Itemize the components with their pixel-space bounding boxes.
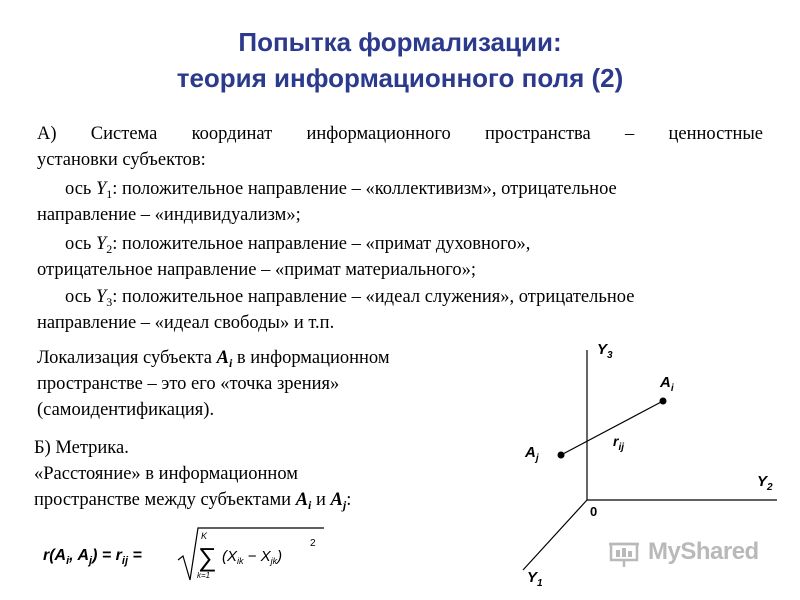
axis-y1-sub: 1 — [106, 187, 113, 201]
axis-y2-line — [65, 232, 530, 261]
axis-y3-sub: 3 — [106, 295, 113, 309]
localization-line2: пространстве – это его «точка зрения» — [37, 374, 340, 394]
section-b-ai-sub: i — [308, 498, 312, 512]
watermark-text: MyShared — [648, 538, 759, 565]
sum-lower-limit: k=1 — [197, 571, 211, 580]
label-y1: $Y_1$ — [527, 569, 543, 589]
point-ai — [660, 398, 667, 405]
axis-y3-line — [65, 285, 634, 314]
axis-y3-prefix: ось — [65, 287, 96, 307]
section-b-ai: A — [295, 490, 309, 510]
label-y2: $Y_2$ — [757, 473, 773, 493]
label-y3: $Y_3$ — [597, 341, 613, 361]
axis-y2-rest: : положительное направление – «примат духовного», — [112, 234, 531, 254]
section-b-line1: Б) Метрика. — [34, 438, 129, 458]
distance-formula — [40, 522, 340, 586]
localization-pre: Локализация субъекта — [37, 348, 217, 368]
localization-line3: (самоидентификация). — [37, 400, 215, 420]
label-ai: $A_i$ — [660, 374, 674, 394]
section-b-aj: A — [330, 490, 343, 510]
axis-y2-prefix: ось — [65, 234, 96, 254]
localization-post: в информационном — [232, 348, 390, 368]
formula-lhs: $r(A_i$, $A_j) = r_{ij}$ = — [43, 547, 142, 567]
axis-y1-prefix: ось — [65, 179, 96, 199]
sum-term: $(X_{ik} - X_{jk})$ — [222, 548, 283, 566]
term-power: 2 — [310, 538, 316, 549]
axis-y1-rest: : положительное направление – «коллективизм», отрицательное — [112, 179, 617, 199]
axis-y1-var: Y — [95, 179, 107, 199]
section-b-post: : — [346, 490, 352, 510]
distance-line — [561, 401, 663, 455]
axis-y1 — [523, 500, 587, 570]
localization-sub: i — [228, 356, 233, 370]
label-rij: $r_{ij}$ — [613, 433, 625, 453]
axis-y3-rest: : положительное направление – «идеал служения», отрицательное — [112, 287, 635, 307]
sum-upper-limit: K — [201, 531, 208, 541]
section-b-line2: «Расстояние» в информационном — [34, 464, 298, 484]
axis-y2-sub: 2 — [106, 242, 113, 256]
axis-y1-line — [65, 177, 617, 206]
watermark-logo — [608, 536, 768, 572]
label-origin: 0 — [590, 504, 598, 519]
section-b-line3 — [34, 488, 351, 517]
point-aj — [558, 452, 565, 459]
axis-y1-cont: направление – «индивидуализм»; — [37, 205, 301, 225]
slide-title-line2: теория информационного поля (2) — [176, 63, 624, 93]
presentation-icon — [608, 540, 640, 568]
sum-sign: ∑ — [198, 542, 217, 572]
section-b-and: и — [311, 490, 331, 510]
localization-line1 — [37, 346, 390, 375]
section-b-aj-sub: j — [342, 498, 347, 512]
slide-title-line1: Попытка формализации: — [238, 27, 562, 57]
label-aj: $A_j$ — [525, 444, 539, 464]
axis-y3-cont: направление – «идеал свободы» и т.п. — [37, 313, 335, 333]
section-b-pre: пространстве между субъектами — [34, 490, 296, 510]
axis-y3-var: Y — [95, 287, 107, 307]
section-a-line1: А) Система координат информационного пространства – ценностные — [37, 124, 763, 144]
axis-y2-var: Y — [95, 234, 107, 254]
axis-y2-cont: отрицательное направление – «примат материального»; — [37, 260, 476, 280]
section-a-line2: установки субъектов: — [37, 150, 206, 170]
localization-var: A — [216, 348, 229, 368]
